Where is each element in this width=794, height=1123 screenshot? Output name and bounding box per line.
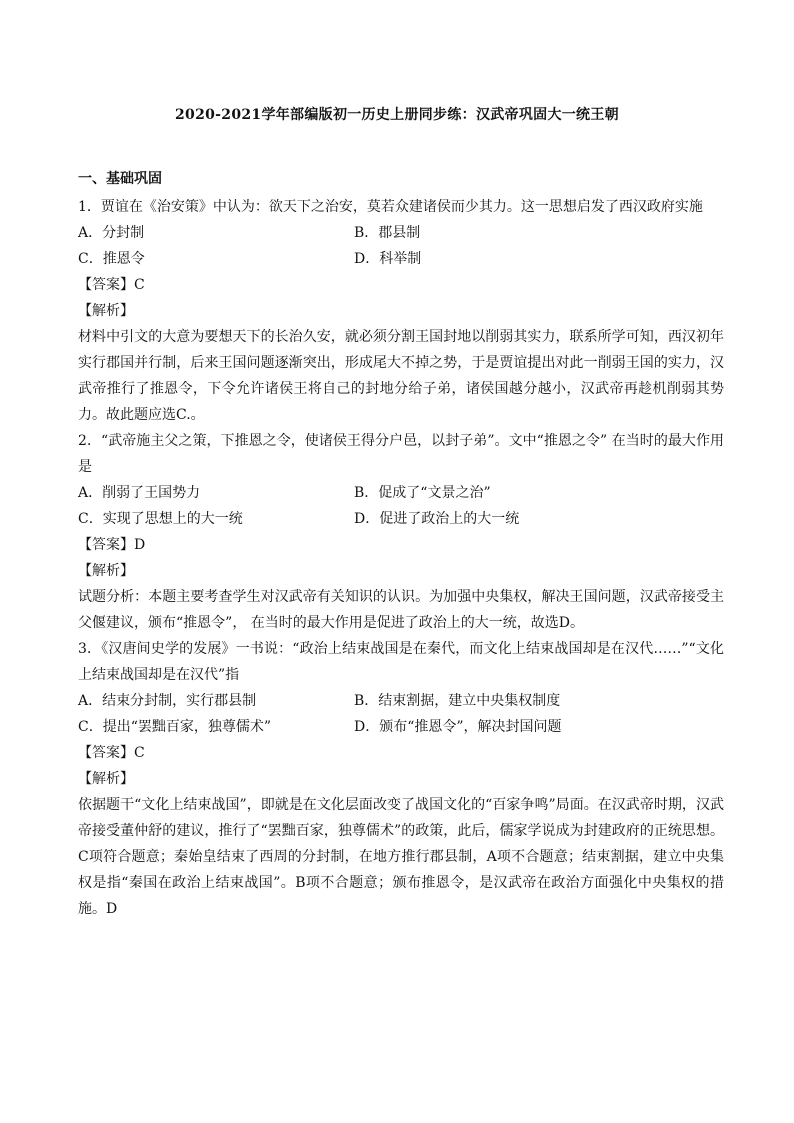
answer-label: 【答案】D (78, 537, 146, 553)
option-d: D．促进了政治上的大一统 (354, 511, 520, 527)
question-stem: 2．“武帝施主父之策，下推恩之令，使诸侯王得分户邑，以封子弟”。文中“推恩之令” 在当时的最大作用是 (78, 433, 724, 475)
question-3 (78, 636, 724, 922)
question-2 (78, 428, 724, 636)
analysis-text: 试题分析：本题主要考查学生对汉武帝有关知识的认识。为加强中央集权，解决王国问题，汉武帝接受主父偃建议，颁布“推恩令”， 在当时的最大作用是促进了政治上的大一统，故选D。 (78, 589, 724, 631)
analysis-text: 依据题干“文化上结束战国”，即就是在文化层面改变了战国文化的“百家争鸣”局面。在汉武帝时期，汉武帝接受董仲舒的建议，推行了“罢黜百家，独尊儒术”的政策，此后，儒家学说成为封建政府的正统思想。C项符合题意；秦始皇结束了西周的分封制，在地方推行郡县制，A项不合题意；结束割据，建立中央集权是指“秦国在政治上结束战国”。B项不合题意；颁布推恩令，是汉武帝在政治方面强化中央集权的措施。D (78, 797, 724, 917)
question-stem: 1．贾谊在《治安策》中认为：欲天下之治安，莫若众建诸侯而少其力。这一思想启发了西汉政府实施 (78, 199, 703, 215)
section-heading: 一、基础巩固 (78, 171, 162, 187)
questions-list (78, 194, 724, 922)
option-a: A．分封制 (78, 225, 145, 241)
answer-label: 【答案】C (78, 745, 145, 761)
option-b: B．促成了“文景之治” (354, 485, 491, 501)
option-c: C．提出“罢黜百家，独尊儒术” (78, 719, 272, 735)
analysis-label: 【解析】 (78, 771, 134, 787)
analysis-label: 【解析】 (78, 303, 134, 319)
question-stem: 3．《汉唐间史学的发展》一书说：“政治上结束战国是在秦代，而文化上结束战国却是在汉代……”“文化上结束战国却是在汉代”指 (78, 641, 724, 683)
options-row (78, 246, 724, 272)
answer-label: 【答案】C (78, 277, 145, 293)
analysis-text: 材料中引文的大意为要想天下的长治久安，就必须分割王国封地以削弱其实力，联系所学可知，西汉初年实行郡国并行制，后来王国问题逐渐突出，形成尾大不掉之势，于是贾谊提出对此一削弱王国的实力，汉武帝推行了推恩令，下令允许诸侯王将自己的封地分给子弟，诸侯国越分越小，汉武帝再趁机削弱其势力。故此题应选C.。 (78, 329, 724, 423)
options-row (78, 714, 724, 740)
options-row (78, 480, 724, 506)
option-d: D．科举制 (354, 251, 422, 267)
option-b: B．郡县制 (354, 225, 421, 241)
option-c: C．实现了思想上的大一统 (78, 511, 243, 527)
question-1 (78, 194, 724, 428)
options-row (78, 506, 724, 532)
options-row (78, 688, 724, 714)
analysis-label: 【解析】 (78, 563, 134, 579)
option-d: D．颁布“推恩令”，解决封国问题 (354, 719, 562, 735)
option-b: B．结束割据，建立中央集权制度 (354, 693, 561, 709)
option-c: C．推恩令 (78, 251, 145, 267)
option-a: A．结束分封制，实行郡县制 (78, 693, 257, 709)
options-row (78, 220, 724, 246)
option-a: A．削弱了王国势力 (78, 485, 201, 501)
document-title: 2020-2021学年部编版初一历史上册同步练：汉武帝巩固大一统王朝 (175, 107, 619, 123)
